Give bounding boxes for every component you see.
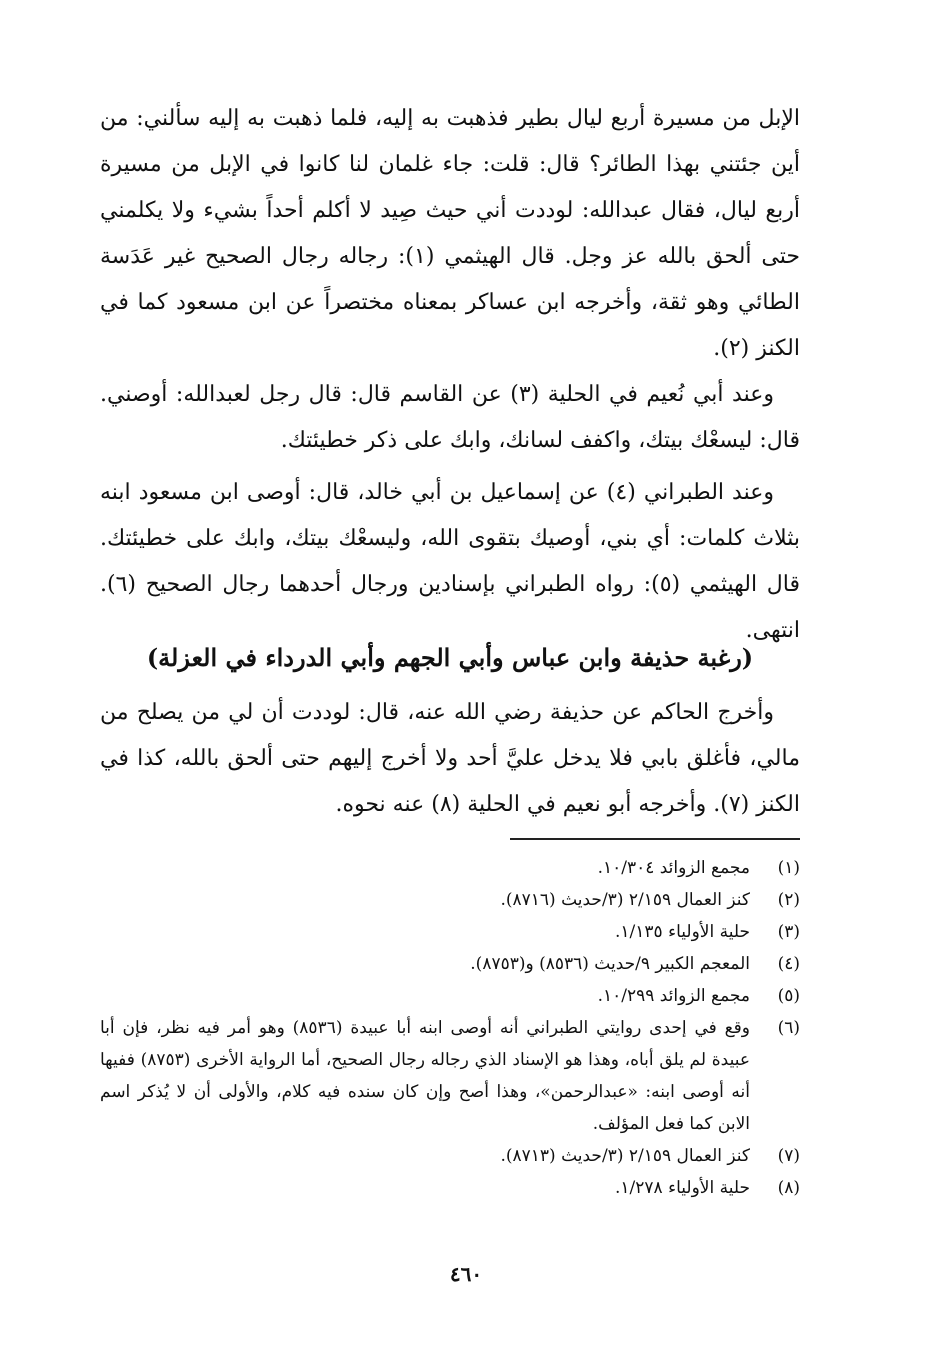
footnote-number: (٣) xyxy=(777,922,800,942)
footnote-item xyxy=(100,1172,800,1204)
footnote-item xyxy=(100,948,800,980)
footnote-text: مجمع الزوائد ١٠/٣٠٤. xyxy=(597,858,750,878)
main-text-upper xyxy=(100,96,800,654)
footnote-number: (٧) xyxy=(777,1146,800,1166)
footnote-item xyxy=(100,884,800,916)
footnote-item xyxy=(100,916,800,948)
footnotes xyxy=(100,852,800,1204)
footnote-text: حلية الأولياء ١/٢٧٨. xyxy=(615,1178,750,1198)
footnote-number: (٢) xyxy=(777,890,800,910)
footnote-number: (٤) xyxy=(777,954,800,974)
footnote-number: (٥) xyxy=(777,986,800,1006)
footnote-text: كنز العمال ٢/١٥٩ (٣/حديث (٨٧١٦). xyxy=(500,890,750,910)
paragraph-2: وعند أبي نُعيم في الحلية (٣) عن القاسم قال: قال رجل لعبدالله: أوصني. قال: ليسعْك بيتك، واكفف لسانك، وابك على ذكر خطيئتك. xyxy=(100,382,800,453)
paragraph-4: وأخرج الحاكم عن حذيفة رضي الله عنه، قال: لوددت أن لي من يصلح من مالي، فأغلق بابي فلا يدخل عليَّ أحد ولا أخرج إليهم حتى ألحق بالله، كذا في الكنز (٧). وأخرجه أبو نعيم في الحلية (٨) عنه نحوه. xyxy=(100,700,800,817)
paragraph-1: الإبل من مسيرة أربع ليال بطير فذهبت به إليه، فلما ذهبت به إليه سألني: من أين جئتني بهذا الطائر؟ قال: قلت: جاء غلمان لنا كانوا في الإبل من مسيرة أربع ليال، فقال عبدالله: لوددت أني حيث صِيد لا أكلم أحداً بشيء ولا يكلمني حتى ألحق بالله عز وجل. قال الهيثمي (١): رجاله رجال الصحيح غير عَدَسة الطائي وهو ثقة، وأخرجه ابن عساكر بمعناه مختصراً عن ابن مسعود كما في الكنز (٢). xyxy=(100,106,800,361)
footnote-number: (٨) xyxy=(777,1178,800,1198)
footnote-item xyxy=(100,1012,800,1140)
footnote-number: (٦) xyxy=(777,1018,800,1038)
footnote-divider xyxy=(510,838,800,840)
paragraph-3: وعند الطبراني (٤) عن إسماعيل بن أبي خالد، قال: أوصى ابن مسعود ابنه بثلاث كلمات: أي بني، أوصيك بتقوى الله، وليسعْك بيتك، وابك على خطيئتك. قال الهيثمي (٥): رواه الطبراني بإسنادين ورجال أحدهما رجال الصحيح (٦). انتهى. xyxy=(100,480,801,643)
footnote-number: (١) xyxy=(777,858,800,878)
footnote-text: مجمع الزوائد ١٠/٢٩٩. xyxy=(597,986,750,1006)
footnote-text: وقع في إحدى روايتي الطبراني أنه أوصى ابنه أبا عبيدة (٨٥٣٦) وهو أمر فيه نظر، فإن أبا عبيدة لم يلق أباه، وهذا هو الإسناد الذي رجاله رجال الصحيح، أما الرواية الأخرى (٨٧٥٣) ففيها أنه أوصى ابنه: «عبدالرحمن»، وهذا أصح وإن كان سنده فيه كلام، والأولى أن لا يُذكر اسم الابن كما فعل المؤلف. xyxy=(100,1018,751,1134)
footnote-text: كنز العمال ٢/١٥٩ (٣/حديث (٨٧١٣). xyxy=(500,1146,750,1166)
footnote-item xyxy=(100,852,800,884)
section-heading: (رغبة حذيفة وابن عباس وأبي الجهم وأبي الدرداء في العزلة) xyxy=(146,643,754,672)
footnote-item xyxy=(100,980,800,1012)
footnote-text: المعجم الكبير ٩/حديث (٨٥٣٦) و(٨٧٥٣). xyxy=(470,954,750,974)
page-number: ٤٦٠ xyxy=(449,1262,483,1286)
main-text-lower xyxy=(100,690,800,828)
footnote-item xyxy=(100,1140,800,1172)
footnote-text: حلية الأولياء ١/١٣٥. xyxy=(615,922,750,942)
